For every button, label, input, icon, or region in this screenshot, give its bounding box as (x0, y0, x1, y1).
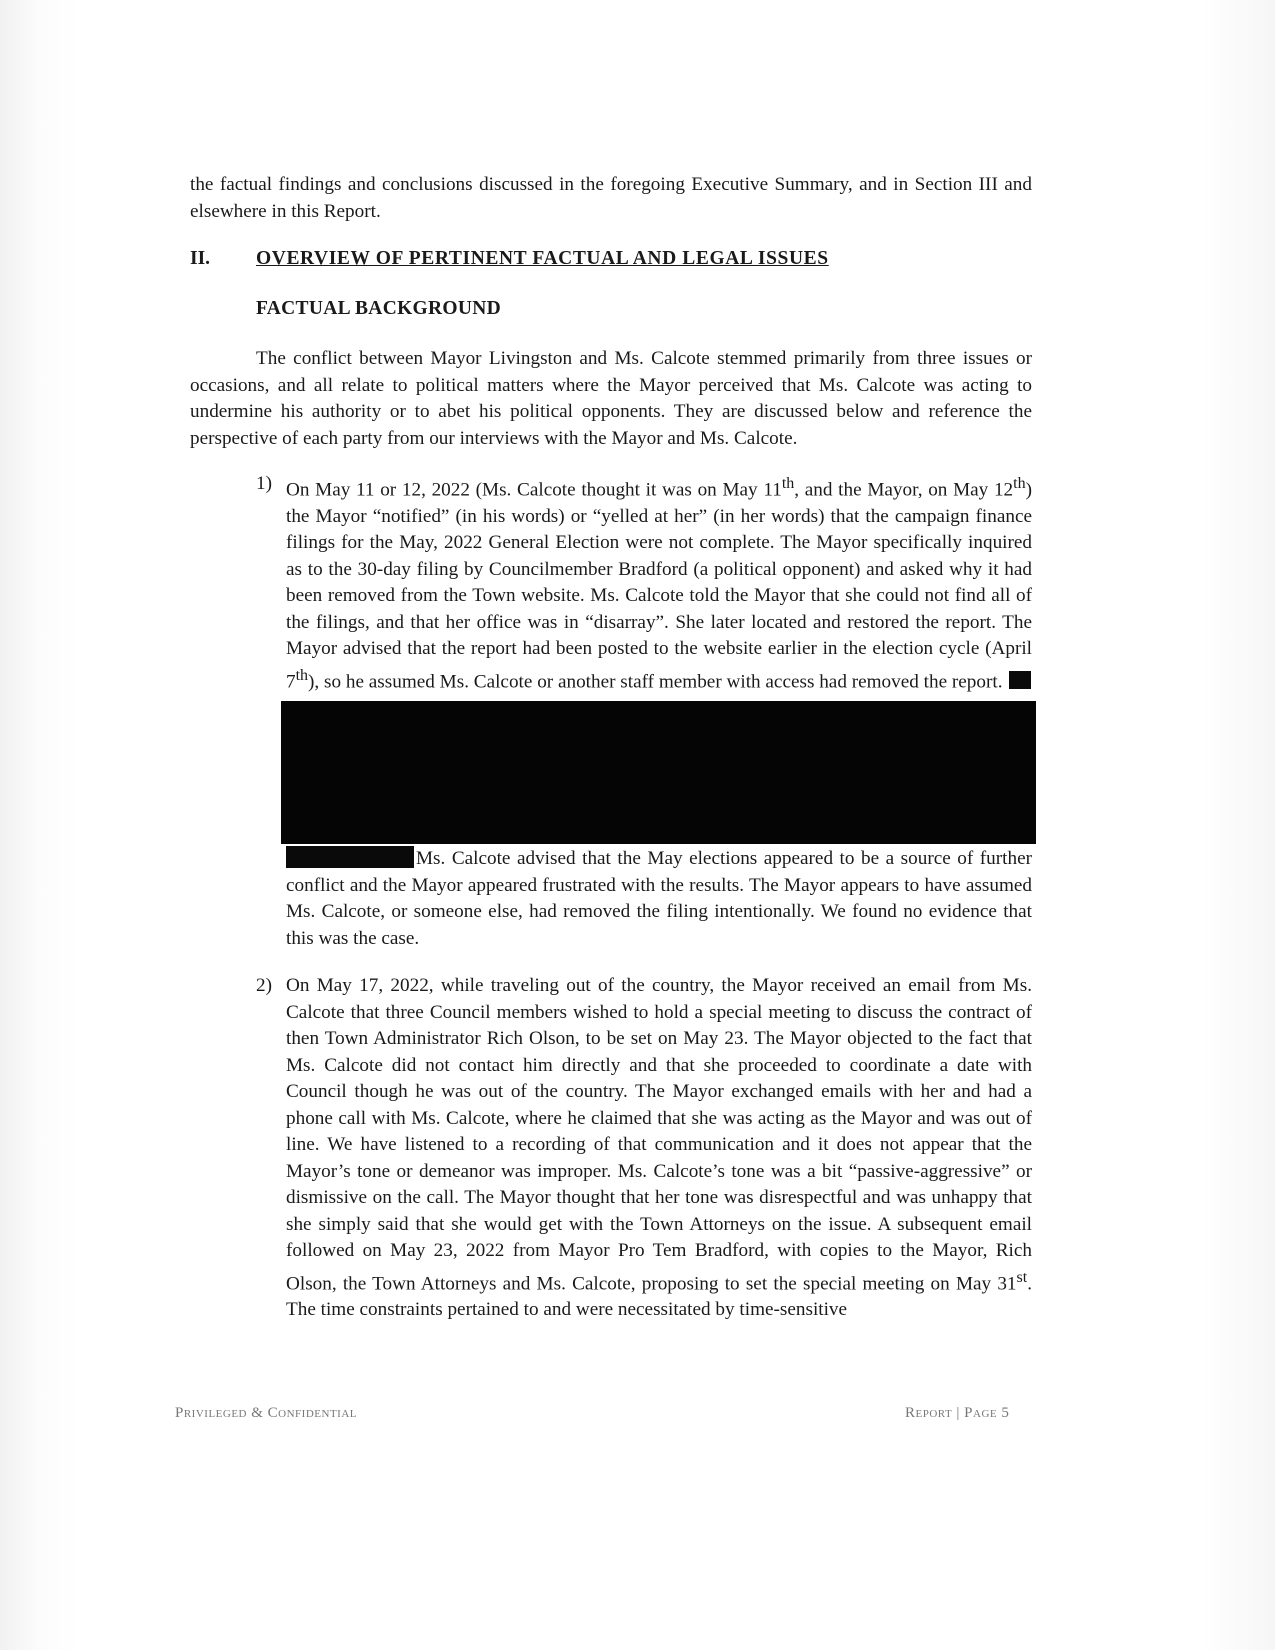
footer-page-number: Report | Page 5 (905, 1405, 1010, 1421)
item-1-number: 1) (256, 473, 272, 494)
subheading-factual-background: FACTUAL BACKGROUND (256, 298, 502, 319)
redaction-mark (1009, 671, 1031, 689)
redaction-mark (286, 846, 414, 868)
intro-paragraph: the factual findings and conclusions discussed in the foregoing Executive Summary, and in Section III and elsewhere in this Report. (190, 174, 1032, 222)
footer-confidential: Privileged & Confidential (175, 1405, 357, 1421)
item-2-paragraph: On May 17, 2022, while traveling out of the country, the Mayor received an email from Ms. Calcote that three Council members wished to hold a special meeting to discuss the contract of then Town Administrator Rich Olson, to be set on May 23. The Mayor objected to the fact that Ms. Calcote did not contact him directly and that she proceeded to coordinate a date with Council though he was out of the country. The Mayor exchanged emails with her and had a phone call with Ms. Calcote, where he claimed that she was acting as the Mayor and was out of line. We have listened to a recording of that communication and it does not appear that the Mayor’s tone or demeanor was improper. Ms. Calcote’s tone was a bit “passive-aggressive” or dismissive on the call. The Mayor thought that her tone was disrespectful and was unhappy that she simply said that she would get with the Town Attorneys on the issue. A subsequent email followed on May 23, 2022 from Mayor Pro Tem Bradford, with copies to the Mayor, Rich Olson, the Town Attorneys and Ms. Calcote, proposing to set the special meeting on May 31st. The time constraints pertained to and were necessitated by time-sensitive (286, 975, 1032, 1321)
section-title: OVERVIEW OF PERTINENT FACTUAL AND LEGAL ISSUES (256, 248, 829, 269)
item-1-continuation: Ms. Calcote advised that the May elections appeared to be a source of further conflict and the Mayor appeared frustrated with the results. The Mayor appears to have assumed Ms. Calcote, or someone else, had removed the filing intentionally. We found no evidence that this was the case. (286, 848, 1032, 949)
redaction-block (281, 701, 1036, 844)
item-1-paragraph: On May 11 or 12, 2022 (Ms. Calcote thought it was on May 11th, and the Mayor, on May 12th) the Mayor “notified” (in his words) or “yelled at her” (in her words) that the campaign finance filings for the May, 2022 General Election were not complete. The Mayor specifically inquired as to the 30-day filing by Councilmember Bradford (a political opponent) and asked why it had been removed from the Town website. Ms. Calcote told the Mayor that she could not find all of the filings, and that her office was in “disarray”. She later located and restored the report. The Mayor advised that the report had been posted to the website earlier in the election cycle (April 7th), so he assumed Ms. Calcote or another staff member with access had removed the report. (286, 475, 1032, 693)
background-paragraph: The conflict between Mayor Livingston and Ms. Calcote stemmed primarily from three issues or occasions, and all relate to political matters where the Mayor perceived that Ms. Calcote was acting to undermine his authority or to abet his political opponents. They are discussed below and reference the perspective of each party from our interviews with the Mayor and Ms. Calcote. (190, 348, 1032, 449)
item-2-number: 2) (256, 975, 272, 996)
section-number: II. (190, 248, 211, 269)
